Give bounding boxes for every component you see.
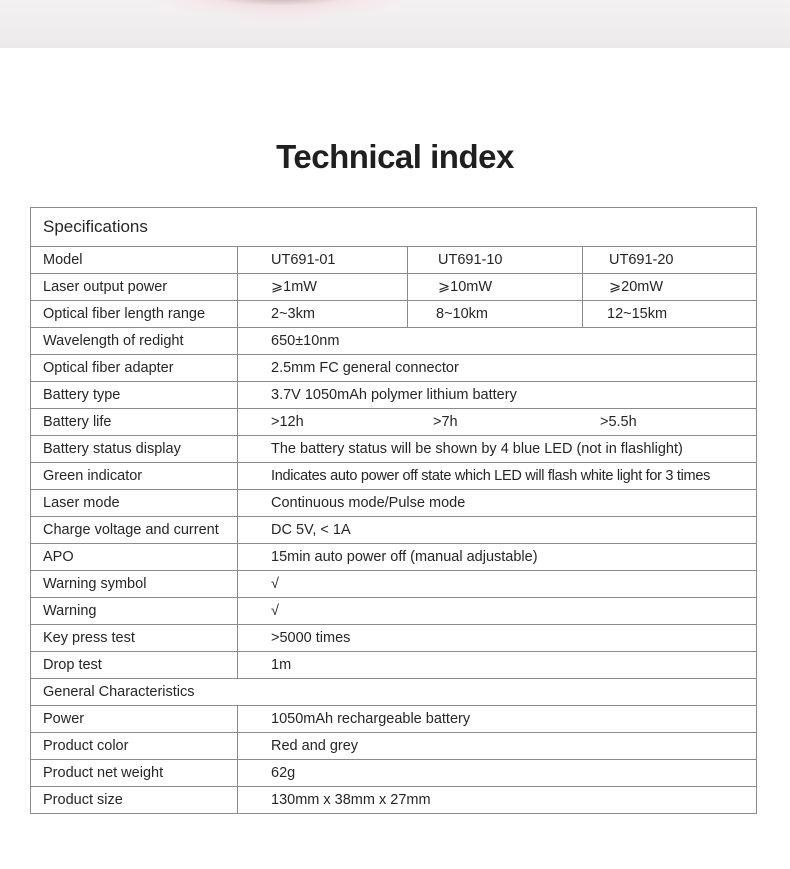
row-label: Laser output power — [31, 274, 238, 301]
row-label: Product size — [31, 787, 238, 814]
row-value: 1m — [238, 652, 757, 679]
row-value: Red and grey — [238, 733, 757, 760]
power-value: ⩾1mW — [238, 274, 408, 301]
table-row — [31, 787, 757, 814]
model-value: UT691-20 — [583, 247, 757, 274]
table-row — [31, 463, 757, 490]
table-row — [31, 382, 757, 409]
table-row — [31, 733, 757, 760]
row-label: Key press test — [31, 625, 238, 652]
row-label: Battery status display — [31, 436, 238, 463]
table-row — [31, 706, 757, 733]
row-label: Product color — [31, 733, 238, 760]
table-row — [31, 598, 757, 625]
section-header-general: General Characteristics — [31, 679, 757, 706]
range-value: 12~15km — [583, 301, 757, 328]
range-value: 8~10km — [408, 301, 583, 328]
page-title: Technical index — [276, 138, 514, 175]
row-value: 62g — [238, 760, 757, 787]
table-row — [31, 490, 757, 517]
spec-table — [30, 207, 757, 814]
row-value: 650±10nm — [238, 328, 757, 355]
range-value: 2~3km — [238, 301, 408, 328]
row-label: Power — [31, 706, 238, 733]
row-label: Battery life — [31, 409, 238, 436]
table-row — [31, 436, 757, 463]
row-label: Product net weight — [31, 760, 238, 787]
table-row — [31, 760, 757, 787]
row-label: Wavelength of redight — [31, 328, 238, 355]
row-value: 130mm x 38mm x 27mm — [238, 787, 757, 814]
row-value: 2.5mm FC general connector — [238, 355, 757, 382]
table-row — [31, 208, 757, 247]
section-header-specifications: Specifications — [31, 208, 757, 247]
row-value: 15min auto power off (manual adjustable) — [238, 544, 757, 571]
model-value: UT691-10 — [408, 247, 583, 274]
row-label: APO — [31, 544, 238, 571]
product-photo-strip — [0, 0, 790, 48]
power-value: ⩾20mW — [583, 274, 757, 301]
table-row — [31, 355, 757, 382]
row-label: Warning symbol — [31, 571, 238, 598]
table-row — [31, 571, 757, 598]
table-row — [31, 544, 757, 571]
row-label: Model — [31, 247, 238, 274]
battery-life-values — [238, 409, 757, 436]
row-label: Battery type — [31, 382, 238, 409]
row-value: 3.7V 1050mAh polymer lithium battery — [238, 382, 757, 409]
row-value: DC 5V, < 1A — [238, 517, 757, 544]
row-label: Green indicator — [31, 463, 238, 490]
table-row — [31, 517, 757, 544]
row-value: Indicates auto power off state which LED will flash white light for 3 times — [238, 463, 757, 490]
table-row — [31, 679, 757, 706]
checkmark-value: √ — [238, 571, 757, 598]
table-row — [31, 274, 757, 301]
row-label: Laser mode — [31, 490, 238, 517]
table-row — [31, 652, 757, 679]
battery-life-value: >12h — [271, 414, 304, 430]
row-label: Charge voltage and current — [31, 517, 238, 544]
table-row — [31, 625, 757, 652]
row-label: Optical fiber length range — [31, 301, 238, 328]
checkmark-value: √ — [238, 598, 757, 625]
table-row — [31, 301, 757, 328]
model-value: UT691-01 — [238, 247, 408, 274]
row-value: The battery status will be shown by 4 blue LED (not in flashlight) — [238, 436, 757, 463]
table-row — [31, 247, 757, 274]
row-value: 1050mAh rechargeable battery — [238, 706, 757, 733]
row-label: Drop test — [31, 652, 238, 679]
battery-life-value: >5.5h — [600, 414, 637, 430]
table-row — [31, 409, 757, 436]
row-value: >5000 times — [238, 625, 757, 652]
table-row — [31, 328, 757, 355]
row-label: Warning — [31, 598, 238, 625]
row-label: Optical fiber adapter — [31, 355, 238, 382]
battery-life-value: >7h — [433, 414, 458, 430]
row-value: Continuous mode/Pulse mode — [238, 490, 757, 517]
power-value: ⩾10mW — [408, 274, 583, 301]
